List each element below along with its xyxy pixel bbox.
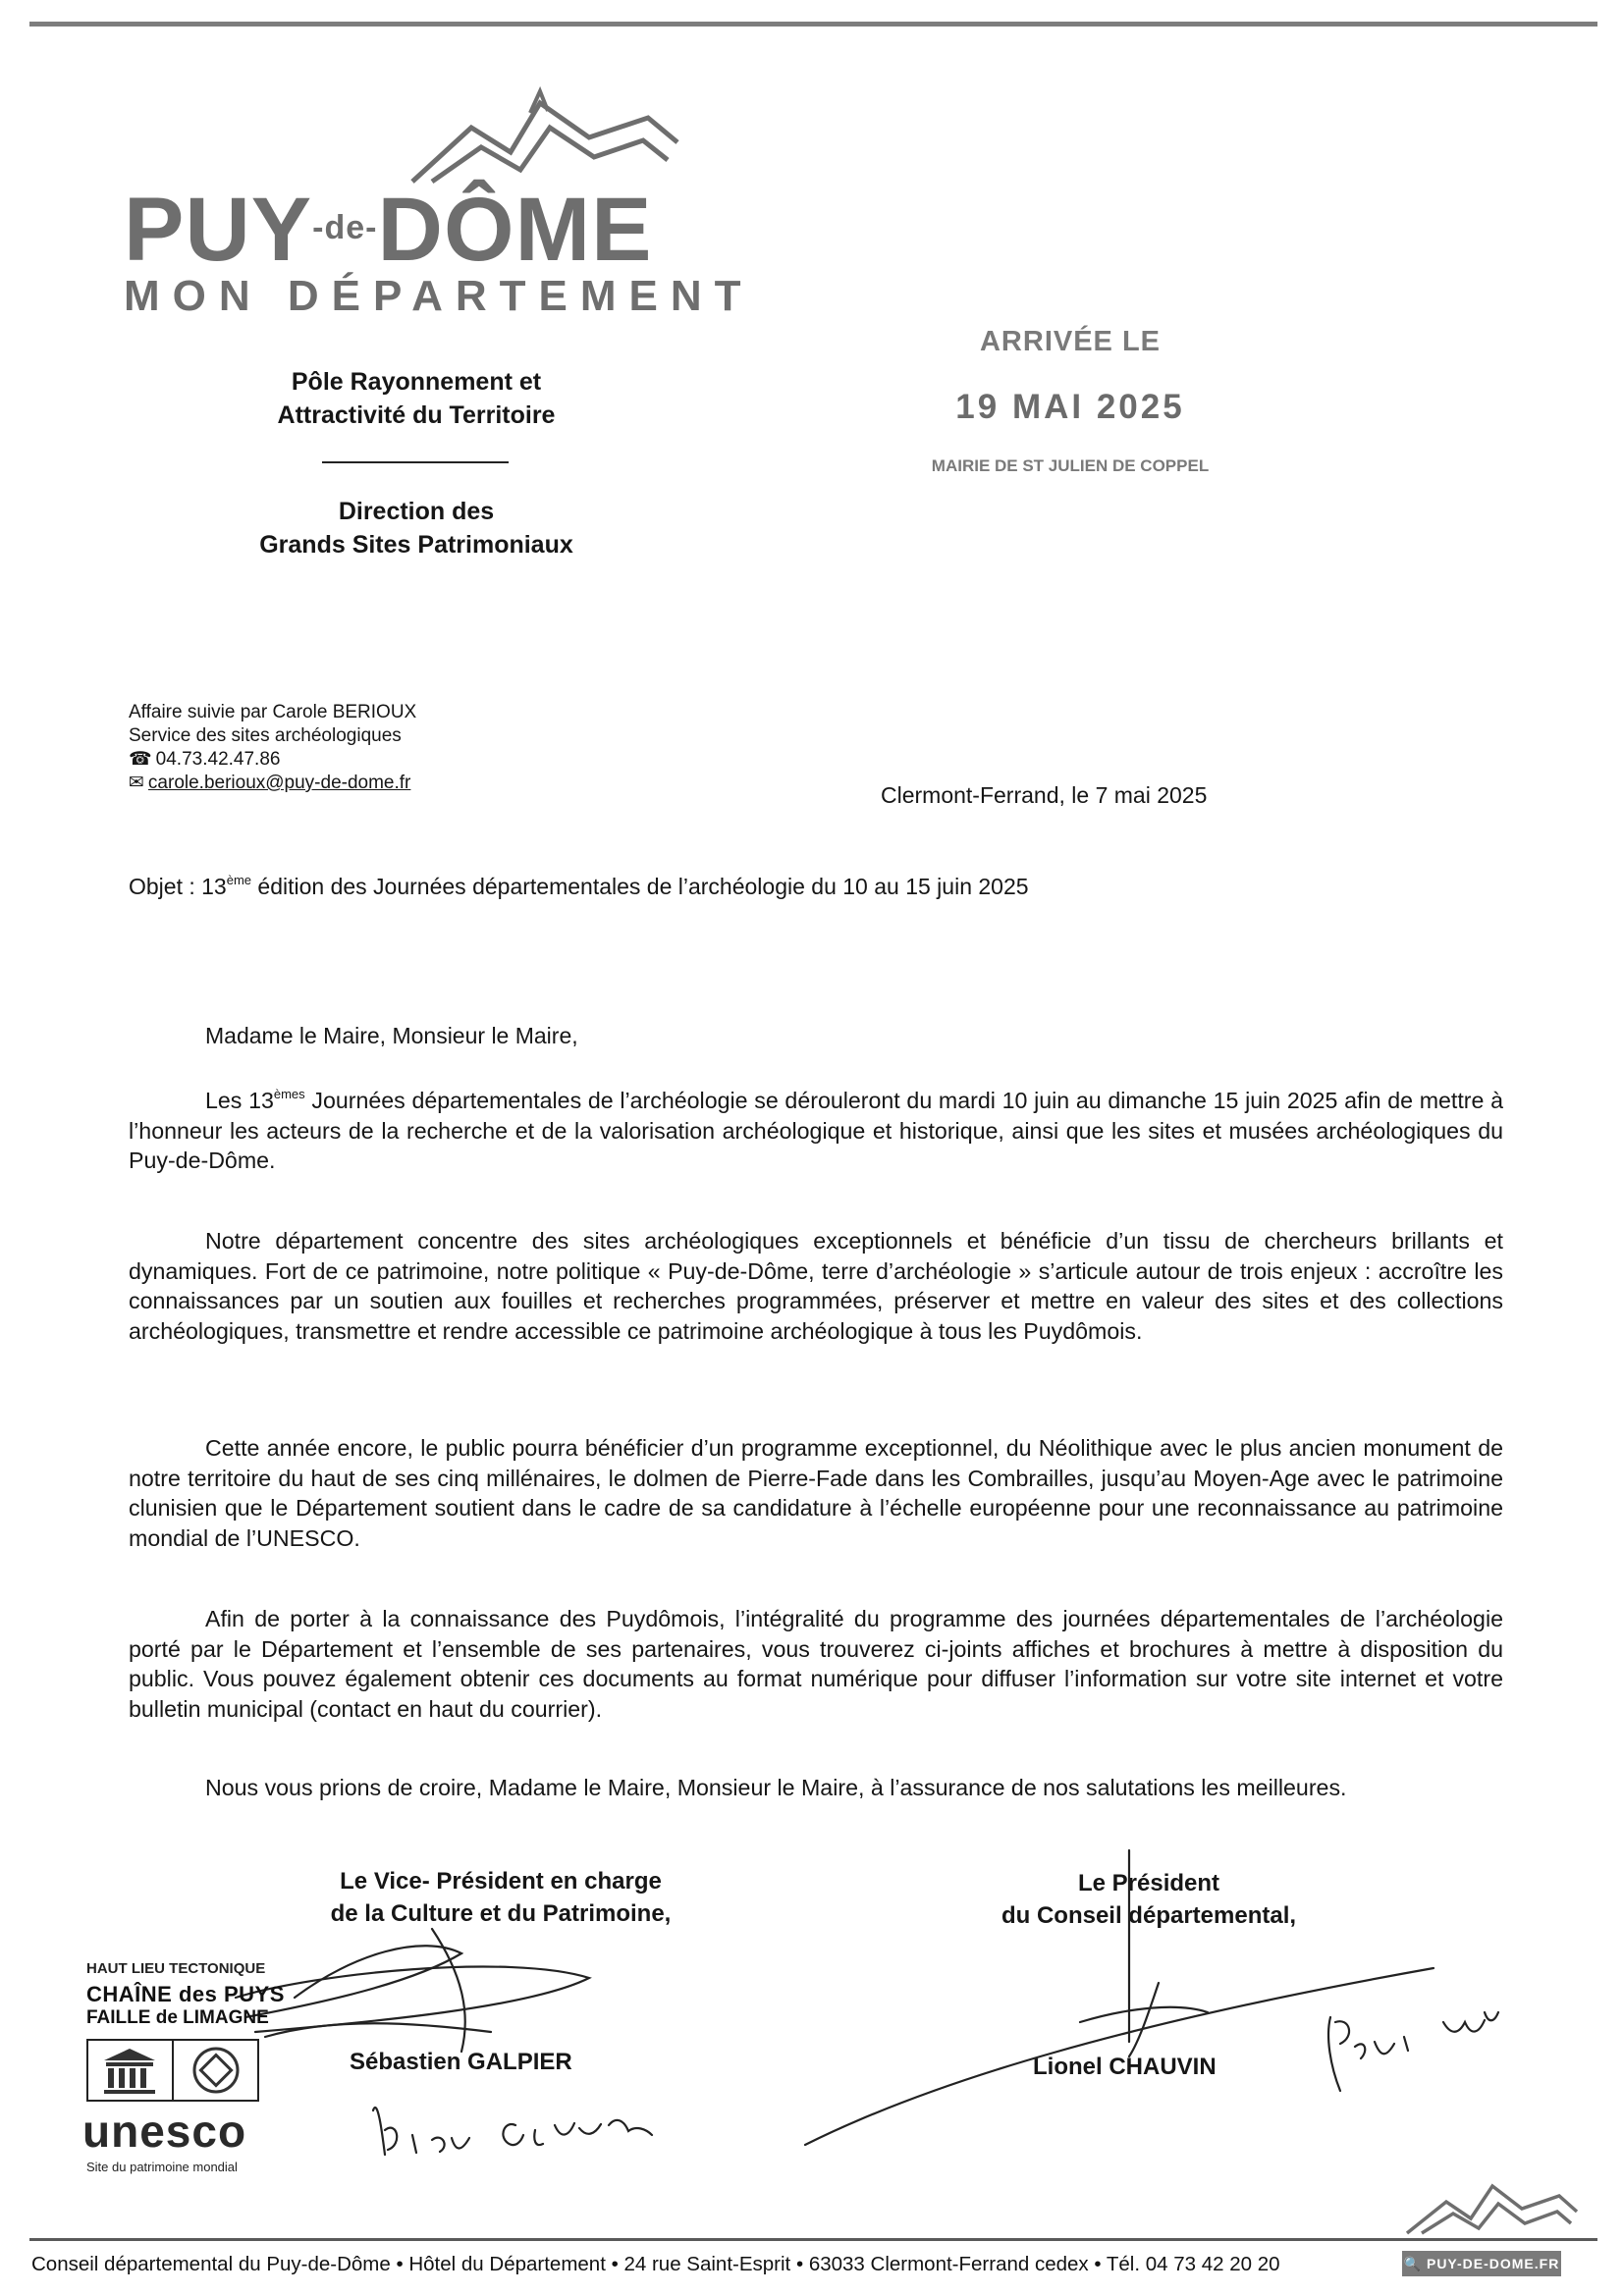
unesco-chaine-des-puys: CHAÎNE des PUYS (86, 1982, 285, 2006)
contact-email-link[interactable]: carole.berioux@puy-de-dome.fr (147, 773, 411, 793)
paragraph-2: Notre département concentre des sites archéologiques exceptionnels et bénéficie d’un tissu de chercheurs brillants et dynamiques. Fort de ce patrimoine, notre politique « Puy-de-Dôme, terre d’archéologie » s’articule autour de trois enjeux : accroître les connaissances par un soutien aux fouilles et recherches programmées, préserver et mettre en valeur des sites et des collections archéologiques, transmettre et rendre accessible ce patrimoine archéologique à tous les Puydômois. (129, 1228, 1503, 1344)
signatory-right-name: Lionel CHAUVIN (1033, 2054, 1217, 2080)
unesco-haut-lieu: HAUT LIEU TECTONIQUE (86, 1960, 266, 1977)
paragraph-3: Cette année encore, le public pourra bénéficier d’un programme exceptionnel, du Néolithique avec le plus ancien monument de notre territoire du haut de ses cinq millénaires, le dolmen de Pierre-Fade dans les Combrailles, jusqu’au Moyen-Age avec le patrimoine clunisien que le Département soutient dans le cadre de sa candidature à l’échelle européenne pour une reconnaissance au patrimoine mondial de l’UNESCO. (129, 1435, 1503, 1551)
salutation: Madame le Maire, Monsieur le Maire, (205, 1023, 578, 1048)
volcano-logo-icon (393, 83, 687, 187)
unesco-site-label: Site du patrimoine mondial (86, 2160, 238, 2174)
footer-rule (29, 2238, 1597, 2241)
contact-service: Service des sites archéologiques (129, 725, 402, 746)
stamp-arrival-label: ARRIVÉE LE (979, 326, 1162, 357)
pole-name: Pôle Rayonnement et Attractivité du Territoire (277, 368, 556, 429)
website-badge[interactable]: 🔍 PUY-DE-DOME.FR (1402, 2251, 1561, 2276)
volcano-footer-icon (1402, 2174, 1579, 2235)
unesco-faille-de-limagne: FAILLE de LIMAGNE (86, 2007, 269, 2028)
logo-subtitle: MON DÉPARTEMENT (124, 272, 754, 320)
contact-phone: 04.73.42.47.86 (155, 749, 281, 770)
service-separator (322, 461, 509, 463)
unesco-emblems-icon (86, 2039, 259, 2102)
paragraph-4: Afin de porter à la connaissance des Puydômois, l’intégralité du programme des journées départementales de l’archéologie porté par le Département et l’ensemble de ses partenaires, vous trouverez ci-joints affiches et brochures à mettre à disposition du public. Vous pouvez également obtenir ces documents au format numérique pour diffuser l’information sur votre site internet et votre bulletin municipal (contact en haut du courrier). (129, 1606, 1503, 1722)
paragraph-5: Nous vous prions de croire, Madame le Maire, Monsieur le Maire, à l’assurance de nos salutations les meilleures. (205, 1775, 1347, 1800)
contact-followed-by: Affaire suivie par Carole BERIOUX (129, 702, 417, 722)
contact-block (129, 701, 416, 795)
direction-name: Direction des Grands Sites Patrimoniaux (259, 498, 573, 559)
unesco-wordmark: unesco (82, 2106, 247, 2157)
signatory-right-title: Le Président du Conseil départemental, (1001, 1870, 1297, 1929)
footer-address: Conseil départemental du Puy-de-Dôme • Hôtel du Département • 24 rue Saint-Esprit • 63033 Clermont-Ferrand cedex • Tél. 04 73 42 20 20 (31, 2253, 1280, 2275)
mail-icon: ✉ (129, 773, 144, 793)
signatory-left-name: Sébastien GALPIER (350, 2049, 572, 2075)
paragraph-1: Les 13èmes Journées départementales de l’archéologie se dérouleront du mardi 10 juin au dimanche 15 juin 2025 afin de mettre à l’honneur les acteurs de la recherche et de la valorisation archéologique et historique, ainsi que les sites et musées archéologiques du Puy-de-Dôme. (129, 1087, 1503, 1174)
date-line: Clermont-Ferrand, le 7 mai 2025 (881, 782, 1208, 808)
logo-title: $PUY^{-de-}DÔME$ (124, 180, 653, 280)
signatory-left-title: Le Vice- Président en charge de la Culture et du Patrimoine, (330, 1868, 672, 1927)
stamp-date: 19 MAI 2025 (955, 388, 1185, 426)
top-rule (29, 22, 1597, 27)
phone-icon: ☎ (129, 749, 152, 770)
subject-line: Objet : 13ème édition des Journées départementales de l’archéologie du 10 au 15 juin 2025 (129, 873, 1029, 899)
stamp-mairie: MAIRIE DE ST JULIEN DE COPPEL (931, 456, 1210, 475)
